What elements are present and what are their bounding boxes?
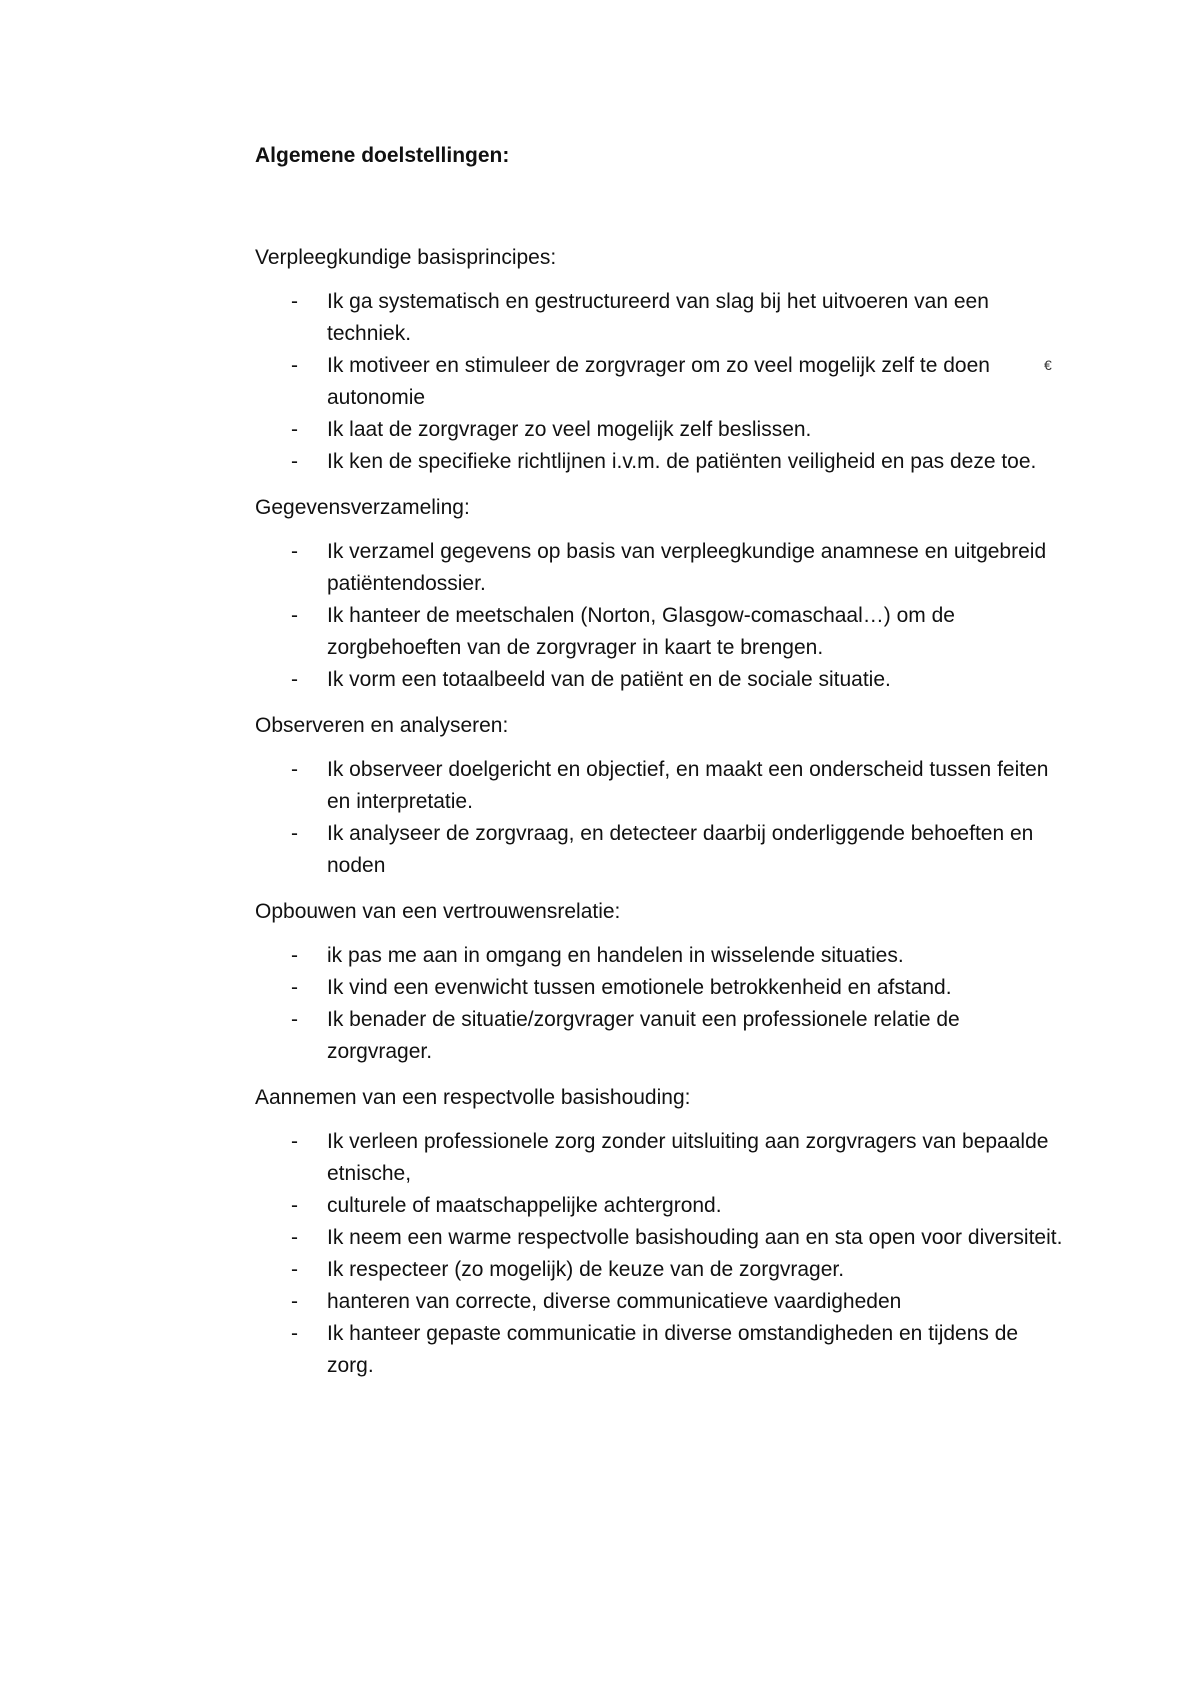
list-item	[255, 1286, 1067, 1318]
dash-bullet: -	[291, 1322, 298, 1345]
list-item	[255, 286, 1067, 350]
list-item	[255, 1004, 1067, 1068]
list-item-text: Ik benader de situatie/zorgvrager vanuit een professionele relatie de zorgvrager.	[327, 1008, 960, 1063]
dash-bullet: -	[291, 290, 298, 313]
list-item-text: Ik hanteer gepaste communicatie in diverse omstandigheden en tijdens de zorg.	[327, 1322, 1019, 1377]
dash-bullet: -	[291, 976, 298, 999]
section-1	[255, 242, 1075, 478]
list-item-text: Ik laat de zorgvrager zo veel mogelijk zelf beslissen.	[327, 418, 812, 441]
list-item-text: Ik verzamel gegevens op basis van verpleegkundige anamnese en uitgebreid patiëntendossier.	[327, 540, 1047, 595]
list-item	[255, 1318, 1067, 1382]
dash-bullet: -	[291, 1258, 298, 1281]
dash-bullet: -	[291, 450, 298, 473]
dash-bullet: -	[291, 668, 298, 691]
dash-bullet: -	[291, 1290, 298, 1313]
dash-bullet: -	[291, 944, 298, 967]
section-3	[255, 710, 1075, 882]
list-item	[255, 754, 1067, 818]
list-item-text: ik pas me aan in omgang en handelen in wisselende situaties.	[327, 944, 904, 967]
section-heading: Opbouwen van een vertrouwensrelatie:	[255, 900, 621, 923]
list-item	[255, 1190, 1067, 1222]
section-heading: Observeren en analyseren:	[255, 714, 509, 737]
dash-bullet: -	[291, 354, 298, 377]
list-item	[255, 972, 1067, 1004]
list-item	[255, 940, 1067, 972]
list-item-text: Ik ken de specifieke richtlijnen i.v.m. de patiënten veiligheid en pas deze toe.	[327, 450, 1037, 473]
dash-bullet: -	[291, 604, 298, 627]
section-4	[255, 896, 1075, 1068]
list-item-text: Ik vorm een totaalbeeld van de patiënt en de sociale situatie.	[327, 668, 891, 691]
list-item	[255, 446, 1067, 478]
list-item	[255, 1126, 1067, 1190]
list-item	[255, 414, 1067, 446]
section-heading: Verpleegkundige basisprincipes:	[255, 246, 557, 269]
list-item	[255, 600, 1067, 664]
list-item-text: Ik hanteer de meetschalen (Norton, Glasgow-comaschaal…) om de zorgbehoeften van de zorgvrager in kaart te brengen.	[327, 604, 955, 659]
list-item-text: Ik motiveer en stimuleer de zorgvrager om zo veel mogelijk zelf te doen autonomie	[327, 354, 990, 409]
list-item	[255, 664, 1067, 696]
list-item-text: hanteren van correcte, diverse communicatieve vaardigheden	[327, 1290, 902, 1313]
list-item	[255, 1254, 1067, 1286]
bullet-list	[255, 1126, 1075, 1382]
list-item	[255, 1222, 1067, 1254]
dash-bullet: -	[291, 1194, 298, 1217]
section-heading: Aannemen van een respectvolle basishouding:	[255, 1086, 691, 1109]
dash-bullet: -	[291, 822, 298, 845]
list-item	[255, 818, 1067, 882]
document-page	[255, 140, 1075, 1396]
list-item-text: Ik neem een warme respectvolle basishouding aan en sta open voor diversiteit.	[327, 1226, 1063, 1249]
list-item-text: Ik respecteer (zo mogelijk) de keuze van de zorgvrager.	[327, 1258, 845, 1281]
list-item-text: Ik verleen professionele zorg zonder uitsluiting aan zorgvragers van bepaalde etnische,	[327, 1130, 1049, 1185]
dash-bullet: -	[291, 1226, 298, 1249]
list-item-text: culturele of maatschappelijke achtergrond.	[327, 1194, 722, 1217]
margin-annotation-mark: €	[1044, 357, 1052, 373]
bullet-list	[255, 754, 1075, 882]
document-title: Algemene doelstellingen:	[255, 144, 510, 167]
list-item-text: Ik ga systematisch en gestructureerd van slag bij het uitvoeren van een techniek.	[327, 290, 989, 345]
list-item-text: Ik vind een evenwicht tussen emotionele betrokkenheid en afstand.	[327, 976, 952, 999]
list-item-text: Ik observeer doelgericht en objectief, en maakt een onderscheid tussen feiten en interpretatie.	[327, 758, 1049, 813]
list-item	[255, 536, 1067, 600]
dash-bullet: -	[291, 418, 298, 441]
section-5	[255, 1082, 1075, 1382]
bullet-list	[255, 940, 1075, 1068]
bullet-list	[255, 286, 1075, 478]
dash-bullet: -	[291, 540, 298, 563]
section-2	[255, 492, 1075, 696]
dash-bullet: -	[291, 1008, 298, 1031]
dash-bullet: -	[291, 1130, 298, 1153]
section-heading: Gegevensverzameling:	[255, 496, 470, 519]
bullet-list	[255, 536, 1075, 696]
list-item-text: Ik analyseer de zorgvraag, en detecteer daarbij onderliggende behoeften en noden	[327, 822, 1034, 877]
dash-bullet: -	[291, 758, 298, 781]
list-item	[255, 350, 1067, 414]
